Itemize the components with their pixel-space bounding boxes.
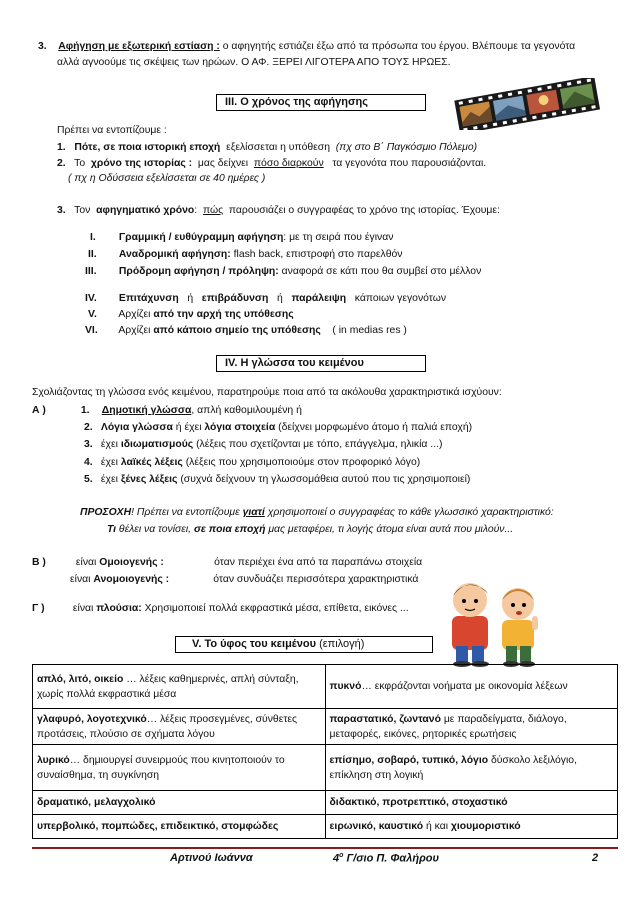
narr-type-3: III. Πρόδρομη αφήγηση / πρόληψη: αναφορά σε κάτι που θα συμβεί στο μέλλον (85, 266, 482, 277)
language-g: Γ ) είναι πλούσια: Χρησιμοποιεί πολλά εκφραστικά μέσα, επίθετα, εικόνες ... (32, 603, 409, 614)
time-intro: Πρέπει να εντοπίζουμε : (57, 125, 167, 136)
language-item-1: Α ) 1. Δημοτική γλώσσα, απλή καθομιλουμένη ή (32, 405, 302, 416)
table-row (33, 665, 618, 709)
language-b-1: Β ) είναι Ομοιογενής : όταν περιέχει ένα από τα παραπάνω στοιχεία (32, 557, 423, 568)
time-item-2: 2. Το χρόνο της ιστορίας : μας δείχνει πόσο διαρκούν τα γεγονότα που παρουσιάζονται. (57, 158, 487, 169)
table-row (33, 745, 618, 791)
table-row (33, 791, 618, 815)
table-row (33, 709, 618, 745)
table-row (33, 815, 618, 839)
time-item-3: 3. Τον αφηγηματικό χρόνο: πώς παρουσιάζει ο συγγραφέας το χρόνο της ιστορίας. Έχουμε: (57, 205, 500, 216)
style-cell: λυρικό… δημιουργεί συνειρμούς που κινητοποιούν το συναίσθημα, τη συγκίνηση (33, 745, 326, 791)
language-intro: Σχολιάζοντας τη γλώσσα ενός κειμένου, παρατηρούμε ποια από τα ακόλουθα χαρακτηριστικά ισχύουν: (32, 387, 502, 398)
s3-intro-line2: αλλά αγνοούμε τις σκέψεις των ηρώων. Ο ΑΦ. ΞΕΡΕΙ ΛΙΓΟΤΕΡΑ ΑΠΟ ΤΟΥΣ ΗΡΩΕΣ. (57, 57, 451, 68)
style-cell: επίσημο, σοβαρό, τυπικό, λόγιο δύσκολο λεξιλόγιο, επίκληση στη λογική (325, 745, 618, 791)
language-note-2: Τι θέλει να τονίσει, σε ποια εποχή μας μεταφέρει, τι λογής άτομα είναι αυτά που μιλούν... (107, 524, 514, 535)
footer-school: $4^o$ Γ/σιο Π. Φαλήρου (333, 852, 439, 865)
page-number: 2 (592, 852, 599, 864)
style-cell: ειρωνικό, καυστικό ή και χιουμοριστικό (325, 815, 618, 839)
style-cell: παραστατικό, ζωντανό με παραδείγματα, διάλογο, μεταφορές, εικόνες, ρητορικές ερωτήσεις (325, 709, 618, 745)
language-item-5: 5. έχει ξένες λέξεις (συχνά δείχνουν τη γλωσσομάθεια αυτού που τις χρησιμοποιεί) (84, 474, 471, 485)
narr-type-4: IV. Επιτάχυνση ή επιβράδυνση ή παράλειψη κάποιων γεγονότων (85, 293, 447, 304)
style-cell: πυκνό… εκφράζονται νοήματα με οικονομία λέξεων (325, 665, 618, 709)
style-table (32, 664, 618, 839)
style-cell: απλό, λιτό, οικείο … λέξεις καθημερινές, απλή σύνταξη, χωρίς πολλά εκφραστικά μέσα (33, 665, 326, 709)
s3-intro-line1: 3. Αφήγηση με εξωτερική εστίαση : ο αφηγητής εστιάζει έξω από τα πρόσωπα του έργου. Βλέπουμε τα γεγονότα (38, 41, 576, 52)
time-item-1: 1. Πότε, σε ποια ιστορική εποχή εξελίσσεται η υπόθεση (πχ στο Β΄ Παγκόσμιο Πόλεμο) (57, 142, 478, 153)
language-note-1: ΠΡΟΣΟΧΗ! Πρέπει να εντοπίζουμε γιατί χρησιμοποιεί ο συγγραφέας το κάθε γλωσσικό χαρακτηριστικό: (80, 507, 554, 518)
style-cell: δραματικό, μελαγχολικό (33, 791, 326, 815)
children-illustration (440, 572, 550, 668)
s3-intro-title: Αφήγηση με εξωτερική εστίαση : (58, 41, 220, 52)
footer-rule (32, 847, 618, 849)
time-item-2-example: ( πχ η Οδύσσεια εξελίσσεται σε 40 ημέρες ) (68, 173, 266, 184)
style-cell: υπερβολικό, πομπώδες, επιδεικτικό, στομφώδες (33, 815, 326, 839)
narr-type-2: II. Αναδρομική αφήγηση: flash back, επιστροφή στο παρελθόν (88, 249, 403, 260)
footer-author: Αρτινού Ιωάννα (170, 852, 253, 864)
language-item-4: 4. έχει λαϊκές λέξεις (λέξεις που χρησιμοποιούμε στον προφορικό λόγο) (84, 457, 421, 468)
language-item-3: 3. έχει ιδιωματισμούς (λέξεις που σχετίζονται με τόπο, επάγγελμα, ηλικία ...) (84, 439, 443, 450)
narr-type-1: I. Γραμμική / ευθύγραμμη αφήγηση: με τη σειρά που έγιναν (90, 232, 394, 243)
film-strip-image (452, 78, 602, 130)
style-cell: γλαφυρό, λογοτεχνικό… λέξεις προσεγμένες, σύνθετες προτάσεις, πλούσιο σε σχήματα λόγου (33, 709, 326, 745)
language-item-2: 2. Λόγια γλώσσα ή έχει λόγια στοιχεία (δείχνει μορφωμένο άτομο ή παλιά εποχή) (84, 422, 473, 433)
style-cell: διδακτικό, προτρεπτικό, στοχαστικό (325, 791, 618, 815)
narr-type-5: V. Αρχίζει από την αρχή της υπόθεσης (88, 309, 294, 320)
heading-style: V. Το ύφος του κειμένου (επιλογή) (175, 636, 433, 653)
heading-language: IV. Η γλώσσα του κειμένου (216, 355, 426, 372)
narr-type-6: VI. Αρχίζει από κάποιο σημείο της υπόθεσης ( in medias res ) (85, 325, 407, 336)
heading-time-of-narration: III. Ο χρόνος της αφήγησης (216, 94, 426, 111)
language-b-2: είναι Ανομοιογενής : όταν συνδυάζει περισσότερα χαρακτηριστικά (70, 574, 419, 585)
